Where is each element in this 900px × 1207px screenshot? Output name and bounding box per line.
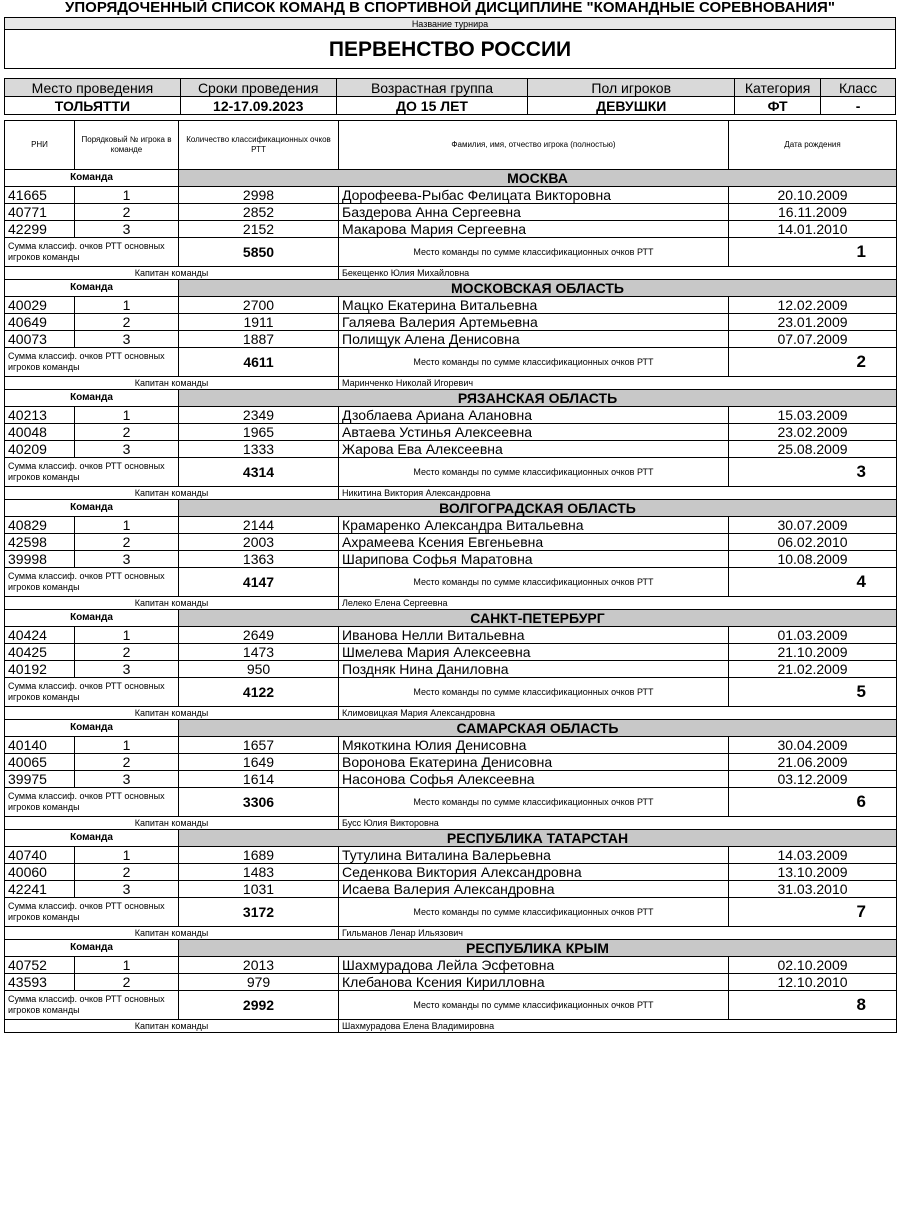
teams-table [4, 120, 897, 1033]
player-rni: 40752 [5, 957, 75, 974]
meta-value-class: - [821, 97, 896, 115]
player-number: 3 [75, 661, 179, 678]
player-rni: 40073 [5, 331, 75, 348]
col-header-dob: Дата рождения [729, 121, 897, 170]
document-title: УПОРЯДОЧЕННЫЙ СПИСОК КОМАНД В СПОРТИВНОЙ ДИСЦИПЛИНЕ "КОМАНДНЫЕ СОРЕВНОВАНИЯ" [65, 0, 835, 16]
player-dob: 02.10.2009 [729, 957, 897, 974]
player-rni: 40048 [5, 424, 75, 441]
player-row [5, 551, 897, 568]
player-name: Шмелева Мария Алексеевна [339, 644, 729, 661]
team-place: 5 [729, 678, 897, 707]
captain-row [5, 707, 897, 720]
team-sum: 4147 [179, 568, 339, 597]
captain-name: Шахмурадова Елена Владимировна [339, 1020, 897, 1033]
player-rni: 40209 [5, 441, 75, 458]
col-header-number: Порядковый № игрока в команде [75, 121, 179, 170]
team-sum: 4122 [179, 678, 339, 707]
place-label: Место команды по сумме классификационных очков РТТ [339, 898, 729, 927]
player-name: Крамаренко Александра Витальевна [339, 517, 729, 534]
captain-row [5, 487, 897, 500]
player-rni: 40140 [5, 737, 75, 754]
player-row [5, 314, 897, 331]
player-name: Мякоткина Юлия Денисовна [339, 737, 729, 754]
team-header-row [5, 500, 897, 517]
tournament-name: ПЕРВЕНСТВО РОССИИ [4, 29, 896, 69]
sum-label: Сумма классиф. очков РТТ основных игроков команды [5, 348, 179, 377]
player-points: 1965 [179, 424, 339, 441]
team-name: РЕСПУБЛИКА ТАТАРСТАН [179, 830, 897, 847]
player-rni: 39975 [5, 771, 75, 788]
meta-header-venue: Место проведения [5, 79, 181, 97]
team-label: Команда [5, 940, 179, 957]
player-name: Седенкова Виктория Александровна [339, 864, 729, 881]
player-rni: 42598 [5, 534, 75, 551]
player-dob: 21.10.2009 [729, 644, 897, 661]
meta-header-category: Категория [735, 79, 821, 97]
player-number: 1 [75, 187, 179, 204]
player-dob: 31.03.2010 [729, 881, 897, 898]
player-number: 2 [75, 204, 179, 221]
sum-label: Сумма классиф. очков РТТ основных игроков команды [5, 991, 179, 1020]
team-sum: 4314 [179, 458, 339, 487]
player-name: Ахрамеева Ксения Евгеньевна [339, 534, 729, 551]
player-rni: 42299 [5, 221, 75, 238]
team-name: МОСКОВСКАЯ ОБЛАСТЬ [179, 280, 897, 297]
player-points: 1614 [179, 771, 339, 788]
player-row [5, 864, 897, 881]
captain-name: Климовицкая Мария Александровна [339, 707, 897, 720]
team-sum-row [5, 678, 897, 707]
player-number: 3 [75, 441, 179, 458]
player-number: 1 [75, 957, 179, 974]
player-name: Жарова Ева Алексеевна [339, 441, 729, 458]
player-dob: 01.03.2009 [729, 627, 897, 644]
player-rni: 39998 [5, 551, 75, 568]
player-number: 1 [75, 297, 179, 314]
player-number: 2 [75, 534, 179, 551]
team-name: ВОЛГОГРАДСКАЯ ОБЛАСТЬ [179, 500, 897, 517]
team-label: Команда [5, 390, 179, 407]
player-rni: 40425 [5, 644, 75, 661]
captain-label: Капитан команды [5, 1020, 339, 1033]
team-label: Команда [5, 500, 179, 517]
team-sum: 3172 [179, 898, 339, 927]
captain-row [5, 597, 897, 610]
player-name: Макарова Мария Сергеевна [339, 221, 729, 238]
captain-label: Капитан команды [5, 927, 339, 940]
player-points: 2013 [179, 957, 339, 974]
player-name: Исаева Валерия Александровна [339, 881, 729, 898]
player-rni: 40740 [5, 847, 75, 864]
player-dob: 03.12.2009 [729, 771, 897, 788]
player-rni: 40213 [5, 407, 75, 424]
meta-value-venue: ТОЛЬЯТТИ [5, 97, 181, 115]
team-sum-row [5, 238, 897, 267]
player-name: Шарипова Софья Маратовна [339, 551, 729, 568]
team-place: 2 [729, 348, 897, 377]
captain-row [5, 927, 897, 940]
player-dob: 16.11.2009 [729, 204, 897, 221]
captain-label: Капитан команды [5, 597, 339, 610]
meta-header-age: Возрастная группа [336, 79, 528, 97]
player-points: 1649 [179, 754, 339, 771]
player-number: 2 [75, 974, 179, 991]
player-dob: 30.04.2009 [729, 737, 897, 754]
player-name: Полищук Алена Денисовна [339, 331, 729, 348]
player-rni: 40060 [5, 864, 75, 881]
meta-header-class: Класс [821, 79, 896, 97]
player-number: 2 [75, 864, 179, 881]
player-row [5, 771, 897, 788]
captain-name: Маринченко Николай Игоревич [339, 377, 897, 390]
captain-label: Капитан команды [5, 487, 339, 500]
player-points: 1887 [179, 331, 339, 348]
meta-value-category: ФТ [735, 97, 821, 115]
player-name: Мацко Екатерина Витальевна [339, 297, 729, 314]
player-row [5, 517, 897, 534]
player-name: Иванова Нелли Витальевна [339, 627, 729, 644]
col-header-name: Фамилия, имя, отчество игрока (полностью) [339, 121, 729, 170]
team-sum: 2992 [179, 991, 339, 1020]
captain-row [5, 1020, 897, 1033]
team-name: САНКТ-ПЕТЕРБУРГ [179, 610, 897, 627]
player-points: 1473 [179, 644, 339, 661]
team-sum-row [5, 898, 897, 927]
player-row [5, 661, 897, 678]
player-rni: 42241 [5, 881, 75, 898]
col-header-points: Количество классификационных очков РТТ [179, 121, 339, 170]
player-dob: 23.02.2009 [729, 424, 897, 441]
place-label: Место команды по сумме классификационных очков РТТ [339, 348, 729, 377]
team-place: 8 [729, 991, 897, 1020]
meta-value-gender: ДЕВУШКИ [528, 97, 735, 115]
team-header-row [5, 170, 897, 187]
player-number: 3 [75, 551, 179, 568]
player-name: Воронова Екатерина Денисовна [339, 754, 729, 771]
player-rni: 40424 [5, 627, 75, 644]
player-dob: 14.03.2009 [729, 847, 897, 864]
team-sum: 5850 [179, 238, 339, 267]
captain-label: Капитан команды [5, 707, 339, 720]
player-dob: 20.10.2009 [729, 187, 897, 204]
meta-table [4, 78, 896, 115]
team-name: РЯЗАНСКАЯ ОБЛАСТЬ [179, 390, 897, 407]
player-points: 979 [179, 974, 339, 991]
team-header-row [5, 830, 897, 847]
player-number: 1 [75, 517, 179, 534]
player-dob: 06.02.2010 [729, 534, 897, 551]
player-rni: 40771 [5, 204, 75, 221]
player-rni: 40829 [5, 517, 75, 534]
player-name: Шахмурадова Лейла Эсфетовна [339, 957, 729, 974]
player-number: 3 [75, 771, 179, 788]
player-row [5, 441, 897, 458]
captain-label: Капитан команды [5, 377, 339, 390]
player-points: 2649 [179, 627, 339, 644]
player-number: 1 [75, 737, 179, 754]
player-number: 2 [75, 754, 179, 771]
player-row [5, 221, 897, 238]
sum-label: Сумма классиф. очков РТТ основных игроков команды [5, 568, 179, 597]
player-number: 3 [75, 221, 179, 238]
player-points: 1333 [179, 441, 339, 458]
captain-name: Никитина Виктория Александровна [339, 487, 897, 500]
team-label: Команда [5, 280, 179, 297]
column-header-row [5, 121, 897, 170]
player-name: Поздняк Нина Даниловна [339, 661, 729, 678]
team-sum-row [5, 991, 897, 1020]
team-sum-row [5, 458, 897, 487]
place-label: Место команды по сумме классификационных очков РТТ [339, 238, 729, 267]
team-label: Команда [5, 720, 179, 737]
player-points: 2152 [179, 221, 339, 238]
player-row [5, 627, 897, 644]
player-row [5, 754, 897, 771]
player-points: 2144 [179, 517, 339, 534]
player-row [5, 187, 897, 204]
player-points: 2003 [179, 534, 339, 551]
player-row [5, 534, 897, 551]
sum-label: Сумма классиф. очков РТТ основных игроков команды [5, 458, 179, 487]
player-number: 3 [75, 331, 179, 348]
player-dob: 13.10.2009 [729, 864, 897, 881]
team-name: МОСКВА [179, 170, 897, 187]
player-row [5, 204, 897, 221]
player-row [5, 957, 897, 974]
team-place: 1 [729, 238, 897, 267]
player-row [5, 881, 897, 898]
player-name: Насонова Софья Алексеевна [339, 771, 729, 788]
player-points: 2998 [179, 187, 339, 204]
player-name: Автаева Устинья Алексеевна [339, 424, 729, 441]
player-dob: 23.01.2009 [729, 314, 897, 331]
player-dob: 25.08.2009 [729, 441, 897, 458]
place-label: Место команды по сумме классификационных очков РТТ [339, 788, 729, 817]
sum-label: Сумма классиф. очков РТТ основных игроков команды [5, 678, 179, 707]
player-dob: 21.06.2009 [729, 754, 897, 771]
player-row [5, 847, 897, 864]
tournament-label: Название турнира [4, 17, 896, 29]
player-rni: 40029 [5, 297, 75, 314]
player-dob: 30.07.2009 [729, 517, 897, 534]
player-name: Галяева Валерия Артемьевна [339, 314, 729, 331]
player-name: Дорофеева-Рыбас Фелицата Викторовна [339, 187, 729, 204]
player-points: 1657 [179, 737, 339, 754]
player-points: 2349 [179, 407, 339, 424]
sum-label: Сумма классиф. очков РТТ основных игроков команды [5, 788, 179, 817]
team-place: 7 [729, 898, 897, 927]
meta-header-gender: Пол игроков [528, 79, 735, 97]
player-row [5, 407, 897, 424]
player-row [5, 331, 897, 348]
player-points: 950 [179, 661, 339, 678]
place-label: Место команды по сумме классификационных очков РТТ [339, 458, 729, 487]
place-label: Место команды по сумме классификационных очков РТТ [339, 991, 729, 1020]
team-sum-row [5, 348, 897, 377]
player-number: 1 [75, 407, 179, 424]
captain-row [5, 377, 897, 390]
team-header-row [5, 390, 897, 407]
team-header-row [5, 280, 897, 297]
player-rni: 43593 [5, 974, 75, 991]
player-name: Дзоблаева Ариана Алановна [339, 407, 729, 424]
player-dob: 12.02.2009 [729, 297, 897, 314]
team-label: Команда [5, 170, 179, 187]
player-row [5, 737, 897, 754]
player-dob: 10.08.2009 [729, 551, 897, 568]
team-place: 3 [729, 458, 897, 487]
team-sum: 4611 [179, 348, 339, 377]
player-points: 2852 [179, 204, 339, 221]
player-rni: 40065 [5, 754, 75, 771]
player-dob: 07.07.2009 [729, 331, 897, 348]
player-dob: 15.03.2009 [729, 407, 897, 424]
player-number: 1 [75, 627, 179, 644]
player-name: Клебанова Ксения Кирилловна [339, 974, 729, 991]
player-number: 3 [75, 881, 179, 898]
captain-label: Капитан команды [5, 267, 339, 280]
player-rni: 40192 [5, 661, 75, 678]
sum-label: Сумма классиф. очков РТТ основных игроков команды [5, 898, 179, 927]
player-name: Баздерова Анна Сергеевна [339, 204, 729, 221]
captain-name: Бекещенко Юлия Михайловна [339, 267, 897, 280]
player-dob: 21.02.2009 [729, 661, 897, 678]
captain-row [5, 267, 897, 280]
player-dob: 14.01.2010 [729, 221, 897, 238]
captain-label: Капитан команды [5, 817, 339, 830]
team-label: Команда [5, 830, 179, 847]
team-name: САМАРСКАЯ ОБЛАСТЬ [179, 720, 897, 737]
player-row [5, 974, 897, 991]
player-number: 2 [75, 424, 179, 441]
player-name: Тутулина Виталина Валерьевна [339, 847, 729, 864]
player-rni: 41665 [5, 187, 75, 204]
team-sum-row [5, 568, 897, 597]
player-number: 1 [75, 847, 179, 864]
player-row [5, 424, 897, 441]
player-points: 1363 [179, 551, 339, 568]
player-points: 1031 [179, 881, 339, 898]
place-label: Место команды по сумме классификационных очков РТТ [339, 678, 729, 707]
team-place: 6 [729, 788, 897, 817]
meta-value-age: ДО 15 ЛЕТ [336, 97, 528, 115]
meta-value-dates: 12-17.09.2023 [180, 97, 336, 115]
player-rni: 40649 [5, 314, 75, 331]
player-number: 2 [75, 644, 179, 661]
team-name: РЕСПУБЛИКА КРЫМ [179, 940, 897, 957]
team-sum-row [5, 788, 897, 817]
place-label: Место команды по сумме классификационных очков РТТ [339, 568, 729, 597]
player-points: 1911 [179, 314, 339, 331]
team-header-row [5, 940, 897, 957]
player-dob: 12.10.2010 [729, 974, 897, 991]
player-points: 2700 [179, 297, 339, 314]
col-header-rni: РНИ [5, 121, 75, 170]
player-points: 1483 [179, 864, 339, 881]
player-row [5, 297, 897, 314]
player-number: 2 [75, 314, 179, 331]
player-row [5, 644, 897, 661]
team-label: Команда [5, 610, 179, 627]
meta-header-dates: Сроки проведения [180, 79, 336, 97]
captain-name: Гильманов Ленар Ильязович [339, 927, 897, 940]
team-header-row [5, 610, 897, 627]
captain-row [5, 817, 897, 830]
player-points: 1689 [179, 847, 339, 864]
team-sum: 3306 [179, 788, 339, 817]
team-header-row [5, 720, 897, 737]
captain-name: Бусс Юлия Викторовна [339, 817, 897, 830]
team-place: 4 [729, 568, 897, 597]
sum-label: Сумма классиф. очков РТТ основных игроков команды [5, 238, 179, 267]
captain-name: Лелеко Елена Сергеевна [339, 597, 897, 610]
